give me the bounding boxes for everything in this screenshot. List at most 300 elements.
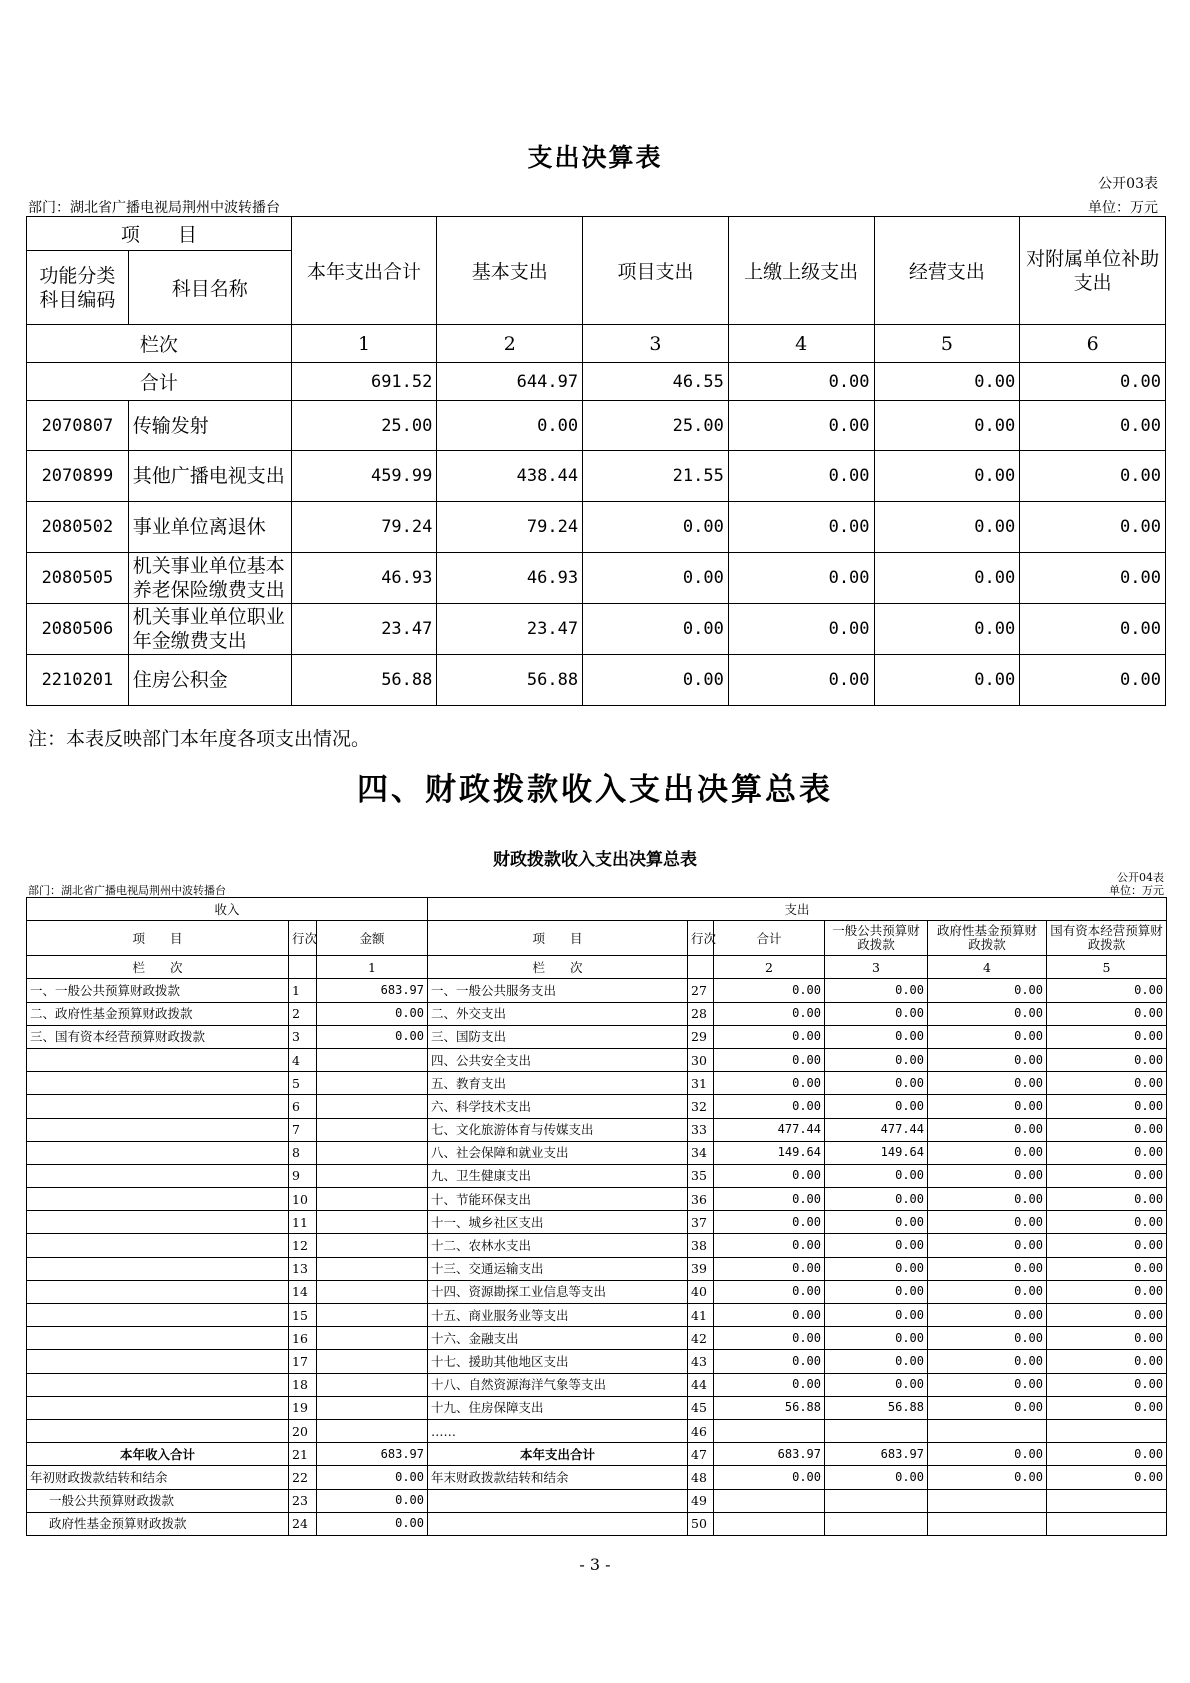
expense-general: 0.00 — [825, 1280, 928, 1303]
row-no: 37 — [688, 1211, 714, 1234]
expense-state: 0.00 — [1047, 1280, 1167, 1303]
state-capital-header: 国有资本经营预算财政拨款 — [1047, 921, 1167, 956]
sub-fund-value: 0.00 — [317, 1512, 428, 1535]
table-row — [27, 1304, 1167, 1327]
empty-cell — [289, 956, 317, 979]
row-no: 41 — [688, 1304, 714, 1327]
income-item-header: 项 目 — [27, 921, 289, 956]
row-value: 25.00 — [583, 401, 729, 451]
expense-fund: 0.00 — [928, 1025, 1047, 1048]
expense-fund: 0.00 — [928, 1257, 1047, 1280]
row-value: 23.47 — [437, 604, 583, 655]
expense-total-value: 683.97 — [714, 1443, 825, 1466]
carry-out-value: 0.00 — [1047, 1466, 1167, 1489]
expense-state: 0.00 — [1047, 1211, 1167, 1234]
row-value: 0.00 — [583, 604, 729, 655]
table2-public-no: 公开04表 — [1117, 871, 1164, 884]
expense-total: 0.00 — [714, 1257, 825, 1280]
empty-cell — [1047, 1489, 1167, 1512]
table-row — [27, 1257, 1167, 1280]
table-row — [27, 1280, 1167, 1303]
expense-fund: 0.00 — [928, 1095, 1047, 1118]
expense-fund: 0.00 — [928, 1211, 1047, 1234]
expense-item: 五、教育支出 — [428, 1072, 688, 1095]
row-no: 8 — [289, 1141, 317, 1164]
empty-cell — [928, 1512, 1047, 1535]
expense-item: 十四、资源勘探工业信息等支出 — [428, 1280, 688, 1303]
income-item — [27, 1234, 289, 1257]
expense-state: 0.00 — [1047, 979, 1167, 1002]
lanci-cell: 4 — [928, 956, 1047, 979]
header-code: 功能分类科目编码 — [27, 251, 129, 325]
fiscal-summary-table — [26, 897, 1167, 1536]
table-row — [27, 1048, 1167, 1071]
expense-fund: 0.00 — [928, 1350, 1047, 1373]
expense-state: 0.00 — [1047, 1234, 1167, 1257]
expense-item: 一、一般公共服务支出 — [428, 979, 688, 1002]
total-label: 合计 — [27, 363, 292, 401]
row-value: 0.00 — [583, 553, 729, 604]
row-value: 0.00 — [583, 502, 729, 553]
row-no: 38 — [688, 1234, 714, 1257]
income-header: 收入 — [27, 898, 428, 921]
expense-general: 0.00 — [825, 1211, 928, 1234]
empty-cell — [825, 1512, 928, 1535]
row-value: 21.55 — [583, 451, 729, 502]
expense-total: 0.00 — [714, 1025, 825, 1048]
expense-total-label: 本年支出合计 — [428, 1443, 688, 1466]
total-value: 644.97 — [437, 363, 583, 401]
income-amount — [317, 1048, 428, 1071]
row-no: 23 — [289, 1489, 317, 1512]
row-no: 36 — [688, 1188, 714, 1211]
expense-fund: 0.00 — [928, 1396, 1047, 1419]
row-no: 19 — [289, 1396, 317, 1419]
header-col-3: 项目支出 — [583, 217, 729, 325]
income-amount: 683.97 — [317, 979, 428, 1002]
income-amount — [317, 1419, 428, 1442]
lanci-cell: 5 — [1047, 956, 1167, 979]
expense-total: 56.88 — [714, 1396, 825, 1419]
row-no: 43 — [688, 1350, 714, 1373]
row-value: 0.00 — [437, 401, 583, 451]
income-item — [27, 1396, 289, 1419]
row-code: 2070807 — [27, 401, 129, 451]
expense-total: 0.00 — [714, 1095, 825, 1118]
total-value: 0.00 — [728, 363, 874, 401]
empty-cell — [428, 1489, 688, 1512]
row-no: 39 — [688, 1257, 714, 1280]
expense-general: 0.00 — [825, 1350, 928, 1373]
row-no: 12 — [289, 1234, 317, 1257]
expense-general: 0.00 — [825, 1164, 928, 1187]
row-code: 2080505 — [27, 553, 129, 604]
expense-total: 149.64 — [714, 1141, 825, 1164]
expense-state: 0.00 — [1047, 1072, 1167, 1095]
table-row — [27, 604, 1166, 655]
expense-item: 十二、农林水支出 — [428, 1234, 688, 1257]
expense-fund: 0.00 — [928, 1141, 1047, 1164]
expense-item: 二、外交支出 — [428, 1002, 688, 1025]
expense-total: 0.00 — [714, 1211, 825, 1234]
carry-out-label: 年末财政拨款结转和结余 — [428, 1466, 688, 1489]
row-no: 50 — [688, 1512, 714, 1535]
sub-row — [27, 1489, 1167, 1512]
income-item — [27, 1188, 289, 1211]
row-no: 46 — [688, 1419, 714, 1442]
income-item — [27, 1048, 289, 1071]
table2-department: 部门：湖北省广播电视局荆州中波转播台 — [28, 884, 226, 897]
income-amount — [317, 1280, 428, 1303]
row-no: 31 — [688, 1072, 714, 1095]
expense-total-header: 合计 — [714, 921, 825, 956]
table-row — [27, 1188, 1167, 1211]
carry-in-value: 0.00 — [317, 1466, 428, 1489]
table-row — [27, 1327, 1167, 1350]
expense-item: 十九、住房保障支出 — [428, 1396, 688, 1419]
income-amount — [317, 1304, 428, 1327]
row-no: 16 — [289, 1327, 317, 1350]
table-row — [27, 979, 1167, 1002]
row-value: 46.93 — [437, 553, 583, 604]
row-no: 14 — [289, 1280, 317, 1303]
expense-state: 0.00 — [1047, 1373, 1167, 1396]
expense-state: 0.00 — [1047, 1048, 1167, 1071]
table-row — [27, 451, 1166, 502]
row-no: 13 — [289, 1257, 317, 1280]
expense-total — [714, 1419, 825, 1442]
expense-total: 0.00 — [714, 1234, 825, 1257]
total-value: 0.00 — [1020, 363, 1166, 401]
empty-cell — [714, 1512, 825, 1535]
table-row — [27, 1396, 1167, 1419]
expense-total: 0.00 — [714, 1072, 825, 1095]
income-item — [27, 1350, 289, 1373]
income-item — [27, 1095, 289, 1118]
table-row — [27, 1350, 1167, 1373]
row-no: 18 — [289, 1373, 317, 1396]
row-value: 23.47 — [291, 604, 437, 655]
row-no: 24 — [289, 1512, 317, 1535]
empty-cell — [928, 1489, 1047, 1512]
header-col-4: 上缴上级支出 — [728, 217, 874, 325]
expense-item: 十五、商业服务业等支出 — [428, 1304, 688, 1327]
fund-budget-header: 政府性基金预算财政拨款 — [928, 921, 1047, 956]
row-no: 27 — [688, 979, 714, 1002]
row-value: 25.00 — [291, 401, 437, 451]
expense-item: 四、公共安全支出 — [428, 1048, 688, 1071]
income-item — [27, 1280, 289, 1303]
table-row — [27, 553, 1166, 604]
row-no: 15 — [289, 1304, 317, 1327]
lanci-cell: 3 — [583, 325, 729, 363]
carry-in-label: 年初财政拨款结转和结余 — [27, 1466, 289, 1489]
income-amount — [317, 1072, 428, 1095]
expense-fund: 0.00 — [928, 1118, 1047, 1141]
row-value: 0.00 — [728, 451, 874, 502]
expense-general: 477.44 — [825, 1118, 928, 1141]
row-no: 4 — [289, 1048, 317, 1071]
row-value: 0.00 — [728, 655, 874, 706]
lanci-cell: 5 — [874, 325, 1020, 363]
sub-row — [27, 1512, 1167, 1535]
income-item — [27, 1373, 289, 1396]
row-value: 0.00 — [1020, 604, 1166, 655]
header-col-5: 经营支出 — [874, 217, 1020, 325]
carry-out-value: 0.00 — [714, 1466, 825, 1489]
table-row — [27, 1002, 1167, 1025]
expense-state: 0.00 — [1047, 1304, 1167, 1327]
header-col-1: 本年支出合计 — [291, 217, 437, 325]
row-no: 35 — [688, 1164, 714, 1187]
row-no: 22 — [289, 1466, 317, 1489]
sub-fund-label: 政府性基金预算财政拨款 — [27, 1512, 289, 1535]
table-row — [27, 1072, 1167, 1095]
row-code: 2210201 — [27, 655, 129, 706]
general-budget-header: 一般公共预算财政拨款 — [825, 921, 928, 956]
income-item: 一、一般公共预算财政拨款 — [27, 979, 289, 1002]
income-hangci-header: 行次 — [289, 921, 317, 956]
table-row — [27, 502, 1166, 553]
row-value: 0.00 — [728, 604, 874, 655]
row-no: 47 — [688, 1443, 714, 1466]
expense-fund: 0.00 — [928, 1280, 1047, 1303]
expense-item-header: 项 目 — [428, 921, 688, 956]
expense-item: 十八、自然资源海洋气象等支出 — [428, 1373, 688, 1396]
row-no: 34 — [688, 1141, 714, 1164]
row-no: 49 — [688, 1489, 714, 1512]
row-no: 30 — [688, 1048, 714, 1071]
lanci-cell: 3 — [825, 956, 928, 979]
income-amount — [317, 1118, 428, 1141]
expense-general: 149.64 — [825, 1141, 928, 1164]
expense-total: 477.44 — [714, 1118, 825, 1141]
table-row — [27, 1025, 1167, 1048]
row-no: 17 — [289, 1350, 317, 1373]
expense-general: 0.00 — [825, 1304, 928, 1327]
row-no: 20 — [289, 1419, 317, 1442]
sub-general-value: 0.00 — [317, 1489, 428, 1512]
row-value: 0.00 — [728, 553, 874, 604]
table-row — [27, 1164, 1167, 1187]
expense-fund: 0.00 — [928, 979, 1047, 1002]
row-value: 0.00 — [874, 502, 1020, 553]
expense-total: 0.00 — [714, 979, 825, 1002]
expense-general: 0.00 — [825, 1095, 928, 1118]
table-row — [27, 1234, 1167, 1257]
lanci-cell: 4 — [728, 325, 874, 363]
header-name: 科目名称 — [128, 251, 291, 325]
row-name: 机关事业单位基本养老保险缴费支出 — [128, 553, 291, 604]
table1-note: 注：本表反映部门本年度各项支出情况。 — [28, 728, 371, 750]
income-item — [27, 1257, 289, 1280]
expense-state: 0.00 — [1047, 1141, 1167, 1164]
expense-total: 0.00 — [714, 1048, 825, 1071]
expense-total: 0.00 — [714, 1188, 825, 1211]
row-no: 42 — [688, 1327, 714, 1350]
expense-state: 0.00 — [1047, 1327, 1167, 1350]
row-value: 46.93 — [291, 553, 437, 604]
row-no: 48 — [688, 1466, 714, 1489]
expense-total-value: 0.00 — [928, 1443, 1047, 1466]
income-amount — [317, 1211, 428, 1234]
row-code: 2080502 — [27, 502, 129, 553]
expense-general: 0.00 — [825, 1327, 928, 1350]
table1-title: 支出决算表 — [527, 143, 663, 172]
table-row — [27, 401, 1166, 451]
section-heading: 四、财政拨款收入支出决算总表 — [357, 772, 833, 808]
header-col-2: 基本支出 — [437, 217, 583, 325]
row-name: 机关事业单位职业年金缴费支出 — [128, 604, 291, 655]
row-no: 29 — [688, 1025, 714, 1048]
expense-fund: 0.00 — [928, 1304, 1047, 1327]
empty-cell — [714, 1489, 825, 1512]
expense-total-value: 0.00 — [1047, 1443, 1167, 1466]
table-row — [27, 1419, 1167, 1442]
empty-cell — [428, 1512, 688, 1535]
table1-public-no: 公开03表 — [1098, 176, 1158, 192]
row-value: 0.00 — [728, 401, 874, 451]
expense-state: 0.00 — [1047, 1257, 1167, 1280]
expense-hangci-header: 行次 — [688, 921, 714, 956]
row-value: 56.88 — [437, 655, 583, 706]
expense-general: 0.00 — [825, 1048, 928, 1071]
expense-item: 十、节能环保支出 — [428, 1188, 688, 1211]
expense-general: 0.00 — [825, 1257, 928, 1280]
empty-cell — [825, 1489, 928, 1512]
row-value: 0.00 — [1020, 451, 1166, 502]
page-number: - 3 - — [579, 1555, 611, 1574]
income-amount — [317, 1373, 428, 1396]
expense-state: 0.00 — [1047, 1002, 1167, 1025]
row-value: 438.44 — [437, 451, 583, 502]
income-item — [27, 1419, 289, 1442]
total-value: 691.52 — [291, 363, 437, 401]
expense-general — [825, 1419, 928, 1442]
row-value: 0.00 — [1020, 502, 1166, 553]
income-amount — [317, 1257, 428, 1280]
expense-general: 56.88 — [825, 1396, 928, 1419]
income-item — [27, 1118, 289, 1141]
expense-state: 0.00 — [1047, 1118, 1167, 1141]
table2-title: 财政拨款收入支出决算总表 — [493, 850, 697, 870]
empty-cell — [688, 956, 714, 979]
table-row — [27, 1141, 1167, 1164]
table-row — [27, 1211, 1167, 1234]
income-item — [27, 1141, 289, 1164]
income-amount — [317, 1327, 428, 1350]
expense-item: 八、社会保障和就业支出 — [428, 1141, 688, 1164]
row-value: 0.00 — [874, 401, 1020, 451]
income-amount-header: 金额 — [317, 921, 428, 956]
row-no: 44 — [688, 1373, 714, 1396]
expense-general: 0.00 — [825, 1373, 928, 1396]
totals-row — [27, 1443, 1167, 1466]
income-amount — [317, 1234, 428, 1257]
expense-item: 十七、援助其他地区支出 — [428, 1350, 688, 1373]
expense-total: 0.00 — [714, 1350, 825, 1373]
lanci-cell: 6 — [1020, 325, 1166, 363]
total-row — [27, 363, 1166, 401]
expense-general: 0.00 — [825, 1188, 928, 1211]
expense-item: 十六、金融支出 — [428, 1327, 688, 1350]
expense-state: 0.00 — [1047, 1164, 1167, 1187]
row-no: 10 — [289, 1188, 317, 1211]
row-name: 传输发射 — [128, 401, 291, 451]
expense-general: 0.00 — [825, 1234, 928, 1257]
income-amount — [317, 1141, 428, 1164]
lanci-label: 栏 次 — [27, 956, 289, 979]
row-no: 45 — [688, 1396, 714, 1419]
expense-state: 0.00 — [1047, 1095, 1167, 1118]
row-value: 0.00 — [874, 451, 1020, 502]
lanci-cell: 2 — [437, 325, 583, 363]
expense-fund: 0.00 — [928, 1373, 1047, 1396]
expense-general: 0.00 — [825, 979, 928, 1002]
income-amount — [317, 1164, 428, 1187]
income-amount — [317, 1396, 428, 1419]
row-no: 33 — [688, 1118, 714, 1141]
table-row — [27, 1095, 1167, 1118]
row-no: 1 — [289, 979, 317, 1002]
header-col-6: 对附属单位补助支出 — [1020, 217, 1166, 325]
row-no: 3 — [289, 1025, 317, 1048]
empty-cell — [1047, 1512, 1167, 1535]
expense-state: 0.00 — [1047, 1350, 1167, 1373]
income-item — [27, 1304, 289, 1327]
table-row — [27, 1373, 1167, 1396]
row-value: 0.00 — [1020, 401, 1166, 451]
expense-fund: 0.00 — [928, 1234, 1047, 1257]
carry-out-value: 0.00 — [825, 1466, 928, 1489]
income-amount — [317, 1095, 428, 1118]
row-no: 21 — [289, 1443, 317, 1466]
expense-item: 十三、交通运输支出 — [428, 1257, 688, 1280]
expense-total: 0.00 — [714, 1002, 825, 1025]
expense-total: 0.00 — [714, 1373, 825, 1396]
income-total-label: 本年收入合计 — [27, 1443, 289, 1466]
expense-fund: 0.00 — [928, 1188, 1047, 1211]
table-row — [27, 655, 1166, 706]
carry-row — [27, 1466, 1167, 1489]
row-value: 79.24 — [291, 502, 437, 553]
header-item: 项 目 — [27, 217, 292, 251]
lanci-cell: 1 — [291, 325, 437, 363]
income-amount — [317, 1188, 428, 1211]
expense-header: 支出 — [428, 898, 1167, 921]
expense-total: 0.00 — [714, 1280, 825, 1303]
row-no: 2 — [289, 1002, 317, 1025]
expense-item: 九、卫生健康支出 — [428, 1164, 688, 1187]
row-value: 0.00 — [1020, 553, 1166, 604]
total-value: 0.00 — [874, 363, 1020, 401]
expense-fund: 0.00 — [928, 1002, 1047, 1025]
table1-department: 部门：湖北省广播电视局荆州中波转播台 — [28, 200, 280, 216]
table1-unit: 单位：万元 — [1088, 200, 1158, 216]
row-name: 事业单位离退休 — [128, 502, 291, 553]
row-no: 28 — [688, 1002, 714, 1025]
income-total-value: 683.97 — [317, 1443, 428, 1466]
expense-item: 十一、城乡社区支出 — [428, 1211, 688, 1234]
expense-general: 0.00 — [825, 1002, 928, 1025]
row-value: 79.24 — [437, 502, 583, 553]
expense-total-value: 683.97 — [825, 1443, 928, 1466]
expense-item: …… — [428, 1419, 688, 1442]
expense-state: 0.00 — [1047, 1188, 1167, 1211]
expense-total: 0.00 — [714, 1327, 825, 1350]
expense-fund: 0.00 — [928, 1164, 1047, 1187]
expense-fund: 0.00 — [928, 1327, 1047, 1350]
